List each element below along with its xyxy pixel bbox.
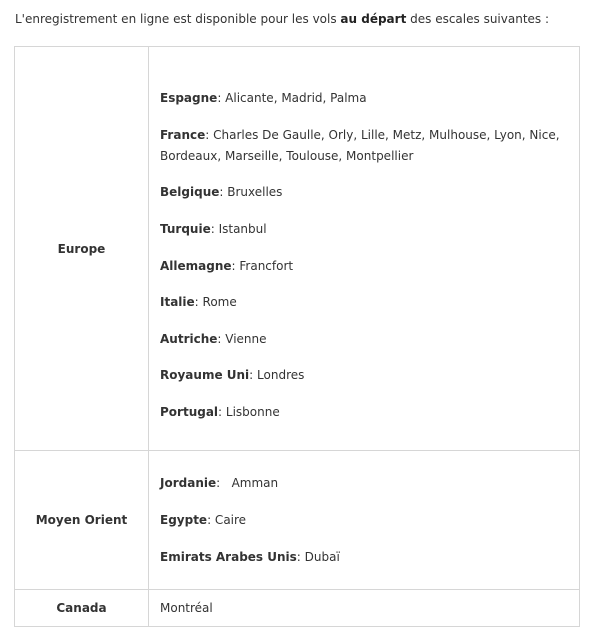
country-name: Italie — [160, 295, 195, 310]
country-cities: : Alicante, Madrid, Palma — [217, 91, 367, 106]
list-item — [160, 182, 569, 203]
country-cities: : Francfort — [231, 258, 294, 273]
list-item — [160, 547, 569, 568]
country-name: Egypte — [160, 512, 208, 527]
countries-cell — [149, 47, 580, 451]
departure-stops-table — [14, 46, 580, 627]
intro-text — [15, 9, 595, 29]
country-name: Autriche — [160, 331, 218, 346]
region-cell: Canada — [15, 590, 149, 627]
country-cities: : Caire — [207, 512, 247, 527]
country-name: Allemagne — [160, 258, 232, 273]
countries-cell — [149, 451, 580, 590]
region-cell: Moyen Orient — [15, 451, 149, 590]
list-item — [160, 473, 569, 494]
country-cities: : Charles De Gaulle, Orly, Lille, Metz, Mulhouse, Lyon, Nice, Bordeaux, Marseille, Toulouse, Montpellier — [160, 127, 560, 163]
countries-cell — [149, 590, 580, 627]
table-row-europe — [15, 47, 580, 451]
country-cities: : Istanbul — [210, 221, 267, 236]
table-row-canada — [15, 590, 580, 627]
region-cell: Europe — [15, 47, 149, 451]
country-name: Espagne — [160, 91, 218, 106]
intro-before: L'enregistrement en ligne est disponible pour les vols — [15, 12, 341, 26]
country-cities: : Londres — [249, 368, 305, 383]
list-item — [160, 88, 569, 109]
intro-bold: au départ — [340, 12, 407, 26]
country-cities: : Lisbonne — [218, 404, 280, 419]
intro-after: des escales suivantes : — [406, 12, 550, 26]
country-name: Turquie — [160, 221, 211, 236]
country-cities: : Bruxelles — [219, 185, 283, 200]
country-name: France — [160, 127, 206, 142]
country-name: Jordanie — [160, 475, 217, 490]
country-name: Emirats Arabes Unis — [160, 549, 297, 564]
list-item — [160, 402, 569, 423]
country-list — [160, 473, 569, 568]
list-item — [160, 365, 569, 386]
country-cities: : Dubaï — [296, 549, 340, 564]
country-cities: : Rome — [194, 295, 237, 310]
country-cities: : Vienne — [217, 331, 267, 346]
country-cities: : Amman — [216, 475, 279, 490]
list-item — [160, 256, 569, 277]
list-item — [160, 598, 569, 619]
table-row-moyen-orient — [15, 451, 580, 590]
list-item — [160, 292, 569, 313]
country-cities: Montréal — [160, 600, 213, 615]
country-name: Portugal — [160, 404, 219, 419]
list-item — [160, 329, 569, 350]
list-item — [160, 510, 569, 531]
country-list — [160, 74, 569, 423]
list-item — [160, 125, 569, 167]
country-name: Belgique — [160, 185, 220, 200]
list-item — [160, 219, 569, 240]
country-name: Royaume Uni — [160, 368, 250, 383]
